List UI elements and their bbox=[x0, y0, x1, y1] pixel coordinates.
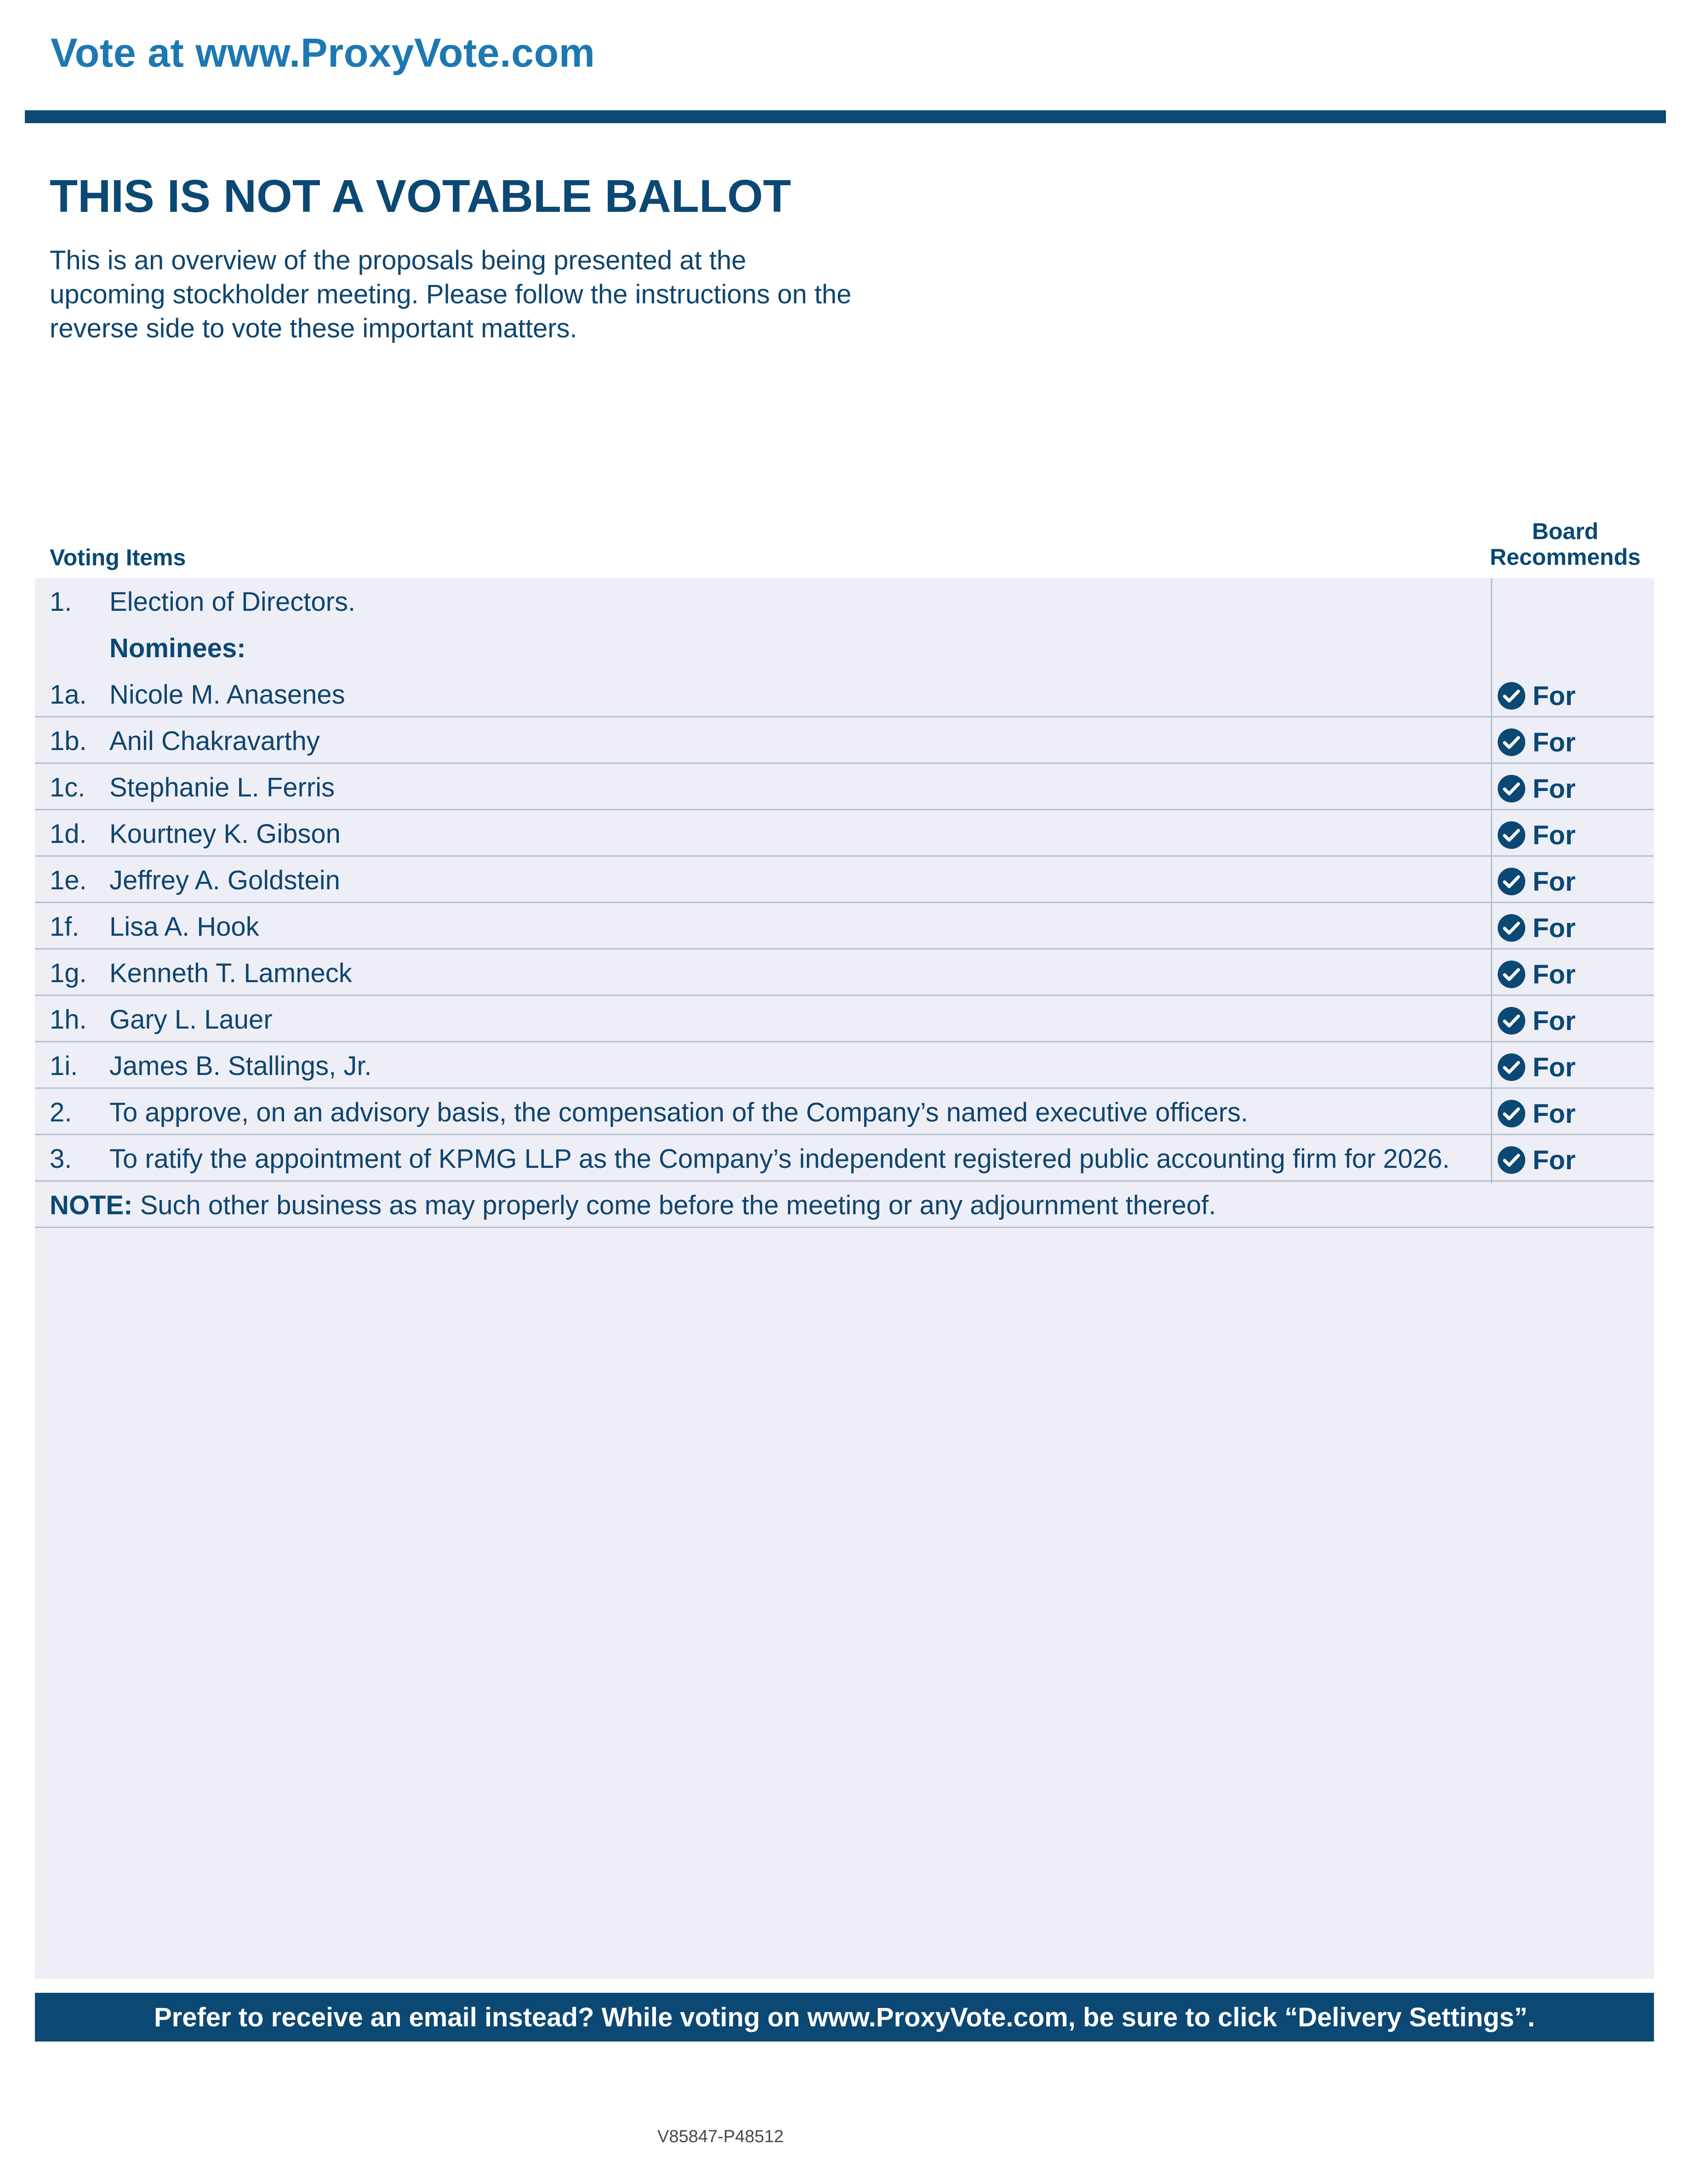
recommendation-label: For bbox=[1533, 727, 1576, 757]
item-text: Lisa A. Hook bbox=[109, 912, 259, 942]
board-recommendation bbox=[1497, 960, 1575, 989]
document-code: V85847-P48512 bbox=[657, 2127, 784, 2146]
board-recommendation bbox=[1497, 913, 1575, 943]
item-number: 1i. bbox=[50, 1051, 78, 1081]
table-row bbox=[35, 950, 1654, 996]
recommendation-label: For bbox=[1533, 1145, 1576, 1175]
board-recommendation bbox=[1497, 774, 1575, 803]
recommendation-label: For bbox=[1533, 866, 1576, 897]
board-recommendation bbox=[1497, 820, 1575, 850]
item-number: 1e. bbox=[50, 865, 87, 895]
board-recommendation bbox=[1497, 867, 1575, 896]
item-number: 1d. bbox=[50, 819, 87, 849]
table-row bbox=[35, 764, 1654, 810]
item-text: Anil Chakravarthy bbox=[109, 726, 320, 756]
table-row bbox=[35, 810, 1654, 857]
table-row bbox=[35, 717, 1654, 764]
nominees-label: Nominees: bbox=[109, 633, 246, 663]
item-text: Jeffrey A. Goldstein bbox=[109, 865, 340, 895]
item-number: 1h. bbox=[50, 1005, 87, 1035]
check-circle-icon bbox=[1497, 681, 1526, 711]
item-number: 2. bbox=[50, 1098, 72, 1127]
recommendation-label: For bbox=[1533, 681, 1576, 711]
item-number: 1f. bbox=[50, 912, 80, 942]
check-circle-icon bbox=[1497, 728, 1526, 757]
item-number: 1. bbox=[50, 587, 72, 617]
board-recommendation bbox=[1497, 1052, 1575, 1082]
table-row bbox=[35, 625, 1654, 671]
check-circle-icon bbox=[1497, 774, 1526, 803]
table-row bbox=[35, 903, 1654, 950]
item-text: James B. Stallings, Jr. bbox=[109, 1051, 372, 1081]
recommendation-label: For bbox=[1533, 774, 1576, 804]
board-recommendation bbox=[1497, 728, 1575, 757]
table-row bbox=[35, 996, 1654, 1042]
item-number: 1a. bbox=[50, 680, 87, 710]
banner-text: Prefer to receive an email instead? While voting on www.ProxyVote.com, be sure to click “Delivery Settings”. bbox=[154, 2002, 1535, 2032]
recommendation-label: For bbox=[1533, 1006, 1576, 1036]
email-delivery-banner bbox=[35, 1993, 1654, 2042]
item-text: Election of Directors. bbox=[109, 587, 356, 617]
item-number: 3. bbox=[50, 1144, 72, 1174]
board-recommendation bbox=[1497, 1006, 1575, 1035]
recommendation-label: For bbox=[1533, 913, 1576, 943]
check-circle-icon bbox=[1497, 820, 1526, 850]
recommendation-label: For bbox=[1533, 959, 1576, 990]
item-text: Kenneth T. Lamneck bbox=[109, 958, 352, 988]
item-text: Nicole M. Anasenes bbox=[109, 680, 345, 710]
item-text: Stephanie L. Ferris bbox=[109, 773, 335, 802]
note-row bbox=[35, 1182, 1654, 1228]
recommendation-label: For bbox=[1533, 1098, 1576, 1129]
recommendation-label: For bbox=[1533, 1052, 1576, 1082]
check-circle-icon bbox=[1497, 867, 1526, 896]
item-text: To ratify the appointment of KPMG LLP as the Company’s independent registered public accounting firm for 2026. bbox=[109, 1144, 1450, 1174]
recommendation-label: For bbox=[1533, 820, 1576, 850]
table-row bbox=[35, 857, 1654, 903]
note-text: Such other business as may properly come before the meeting or any adjournment thereof. bbox=[140, 1190, 1216, 1220]
check-circle-icon bbox=[1497, 960, 1526, 989]
check-circle-icon bbox=[1497, 913, 1526, 943]
table-row bbox=[35, 1042, 1654, 1089]
item-number: 1c. bbox=[50, 773, 86, 802]
page-title: THIS IS NOT A VOTABLE BALLOT bbox=[50, 171, 791, 222]
table-row bbox=[35, 1135, 1654, 1182]
intro-paragraph: This is an overview of the proposals being presented at the upcoming stockholder meeting. Please follow the instructions on the reverse side to vote these important matters. bbox=[50, 245, 852, 343]
item-text: To approve, on an advisory basis, the compensation of the Company’s named executive officers. bbox=[109, 1098, 1249, 1127]
board-recommendation bbox=[1497, 1145, 1575, 1175]
item-text: Gary L. Lauer bbox=[109, 1005, 273, 1035]
board-recommendation bbox=[1497, 681, 1575, 711]
proxyvote-link[interactable]: Vote at www.ProxyVote.com bbox=[51, 30, 595, 75]
board-recommendation bbox=[1497, 1099, 1575, 1128]
check-circle-icon bbox=[1497, 1099, 1526, 1128]
item-number: 1b. bbox=[50, 726, 87, 756]
item-number: 1g. bbox=[50, 958, 87, 988]
note-label: NOTE: bbox=[50, 1190, 133, 1220]
header-rule bbox=[25, 110, 1666, 123]
check-circle-icon bbox=[1497, 1052, 1526, 1082]
table-row bbox=[35, 671, 1654, 717]
voting-items-header: Voting Items bbox=[50, 545, 186, 570]
check-circle-icon bbox=[1497, 1145, 1526, 1175]
board-recommends-header: Board Recommends bbox=[1490, 518, 1641, 570]
check-circle-icon bbox=[1497, 1006, 1526, 1035]
table-row bbox=[35, 1089, 1654, 1135]
table-row bbox=[35, 578, 1654, 625]
item-text: Kourtney K. Gibson bbox=[109, 819, 341, 849]
